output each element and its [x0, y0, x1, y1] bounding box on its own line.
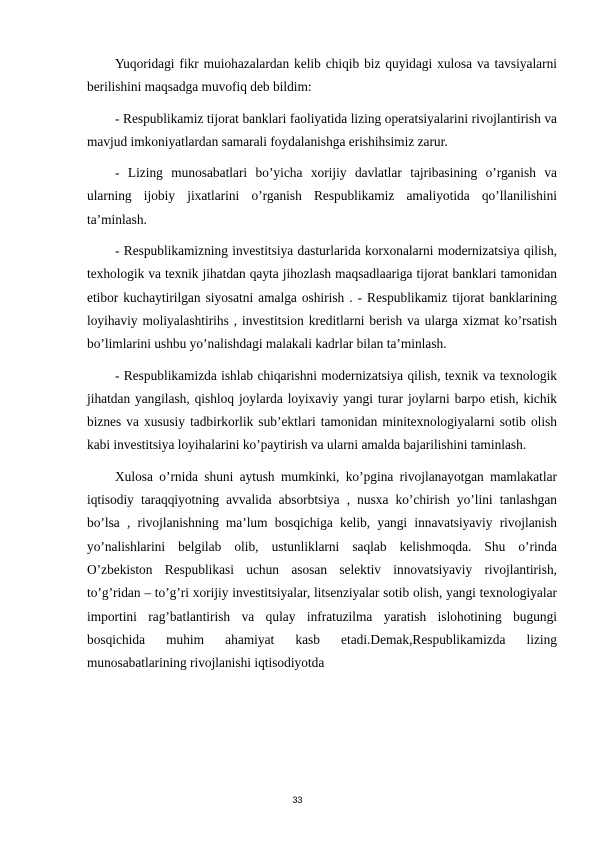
- paragraph-conclusion: Xulosa o’rnida shuni aytush mumkinki, ko’pgina rivojlanayotgan mamlakatlar iqtisodiy taraqqiyotning avvalida absorbtsiya , nusxa ko’chirish yo’lini tanlashgan bo’lsa , rivojlanishning ma’lum bosqichiga kelib, yangi innavatsiyaviy rivojlanish yo’nalishlarini belgilab olib, ustunliklarni saqlab kelishmoqda. Shu o’rinda O’zbekiston Respublikasi uchun asosan selektiv innovatsiyaviy rivojlantirish, to’g’ridan – to’g’ri xorijiy investitsiyalar, litsenziyalar sotib olish, yangi texnologiyalar importini rag’batlantirish va qulay infratuzilma yaratish islohotining bugungi bosqichida muhim ahamiyat kasb etadi.Demak,Respublikamizda lizing munosabatlarining rivojlanishi iqtisodiyotda: [87, 468, 557, 671]
- paragraph-recommendation-investment: - Respublikamizning investitsiya dasturlarida korxonalarni modernizatsiya qilish, texhologik va texnik jihatdan qayta jihozlash maqsadlaariga tijorat banklari tamonidan etibor kuchaytirilgan siyosatni amalga oshirish . - Respublikamiz tijorat banklarining loyihaviy moliyalashtirihs , investitsion kreditlarni berish va ularga xizmat ko’rsatish bo’limlarini ushbu yo’nalishdagi malakali kadrlar bilan ta’minlash.: [87, 243, 557, 352]
- paragraph-recommendation-modernization: - Respublikamizda ishlab chiqarishni modernizatsiya qilish, texnik va texnologik jihatdan yangilash, qishloq joylarda loyixaviy yangi turar joylarni barpo etish, kichik biznes va xususiy tadbirkorlik sub’ektlari tamonidan minitexnologiyalarni sotib olish kabi investitsiya loyihalarini ko’paytirish va ularni amalda bajarilishini taminlash.: [87, 367, 557, 453]
- page-number: 33: [292, 795, 303, 805]
- document-page: [87, 52, 557, 682]
- paragraph-intro: Yuqoridagi fikr muiohazalardan kelib chiqib biz quyidagi xulosa va tavsiyalarni berilishini maqsadga muvofiq deb bildim:: [87, 56, 557, 95]
- paragraph-recommendation-foreign-experience: - Lizing munosabatlari bo’yicha xorijiy davlatlar tajribasining o’rganish va ularning ijobiy jixatlarini o’rganish Respublikamiz amaliyotida qo’llanilishini ta’minlash.: [87, 165, 557, 227]
- paragraph-recommendation-leasing: - Respublikamiz tijorat banklari faoliyatida lizing operatsiyalarini rivojlantirish va mavjud imkoniyatlardan samarali foydalanishga erishihsimiz zarur.: [87, 110, 557, 149]
